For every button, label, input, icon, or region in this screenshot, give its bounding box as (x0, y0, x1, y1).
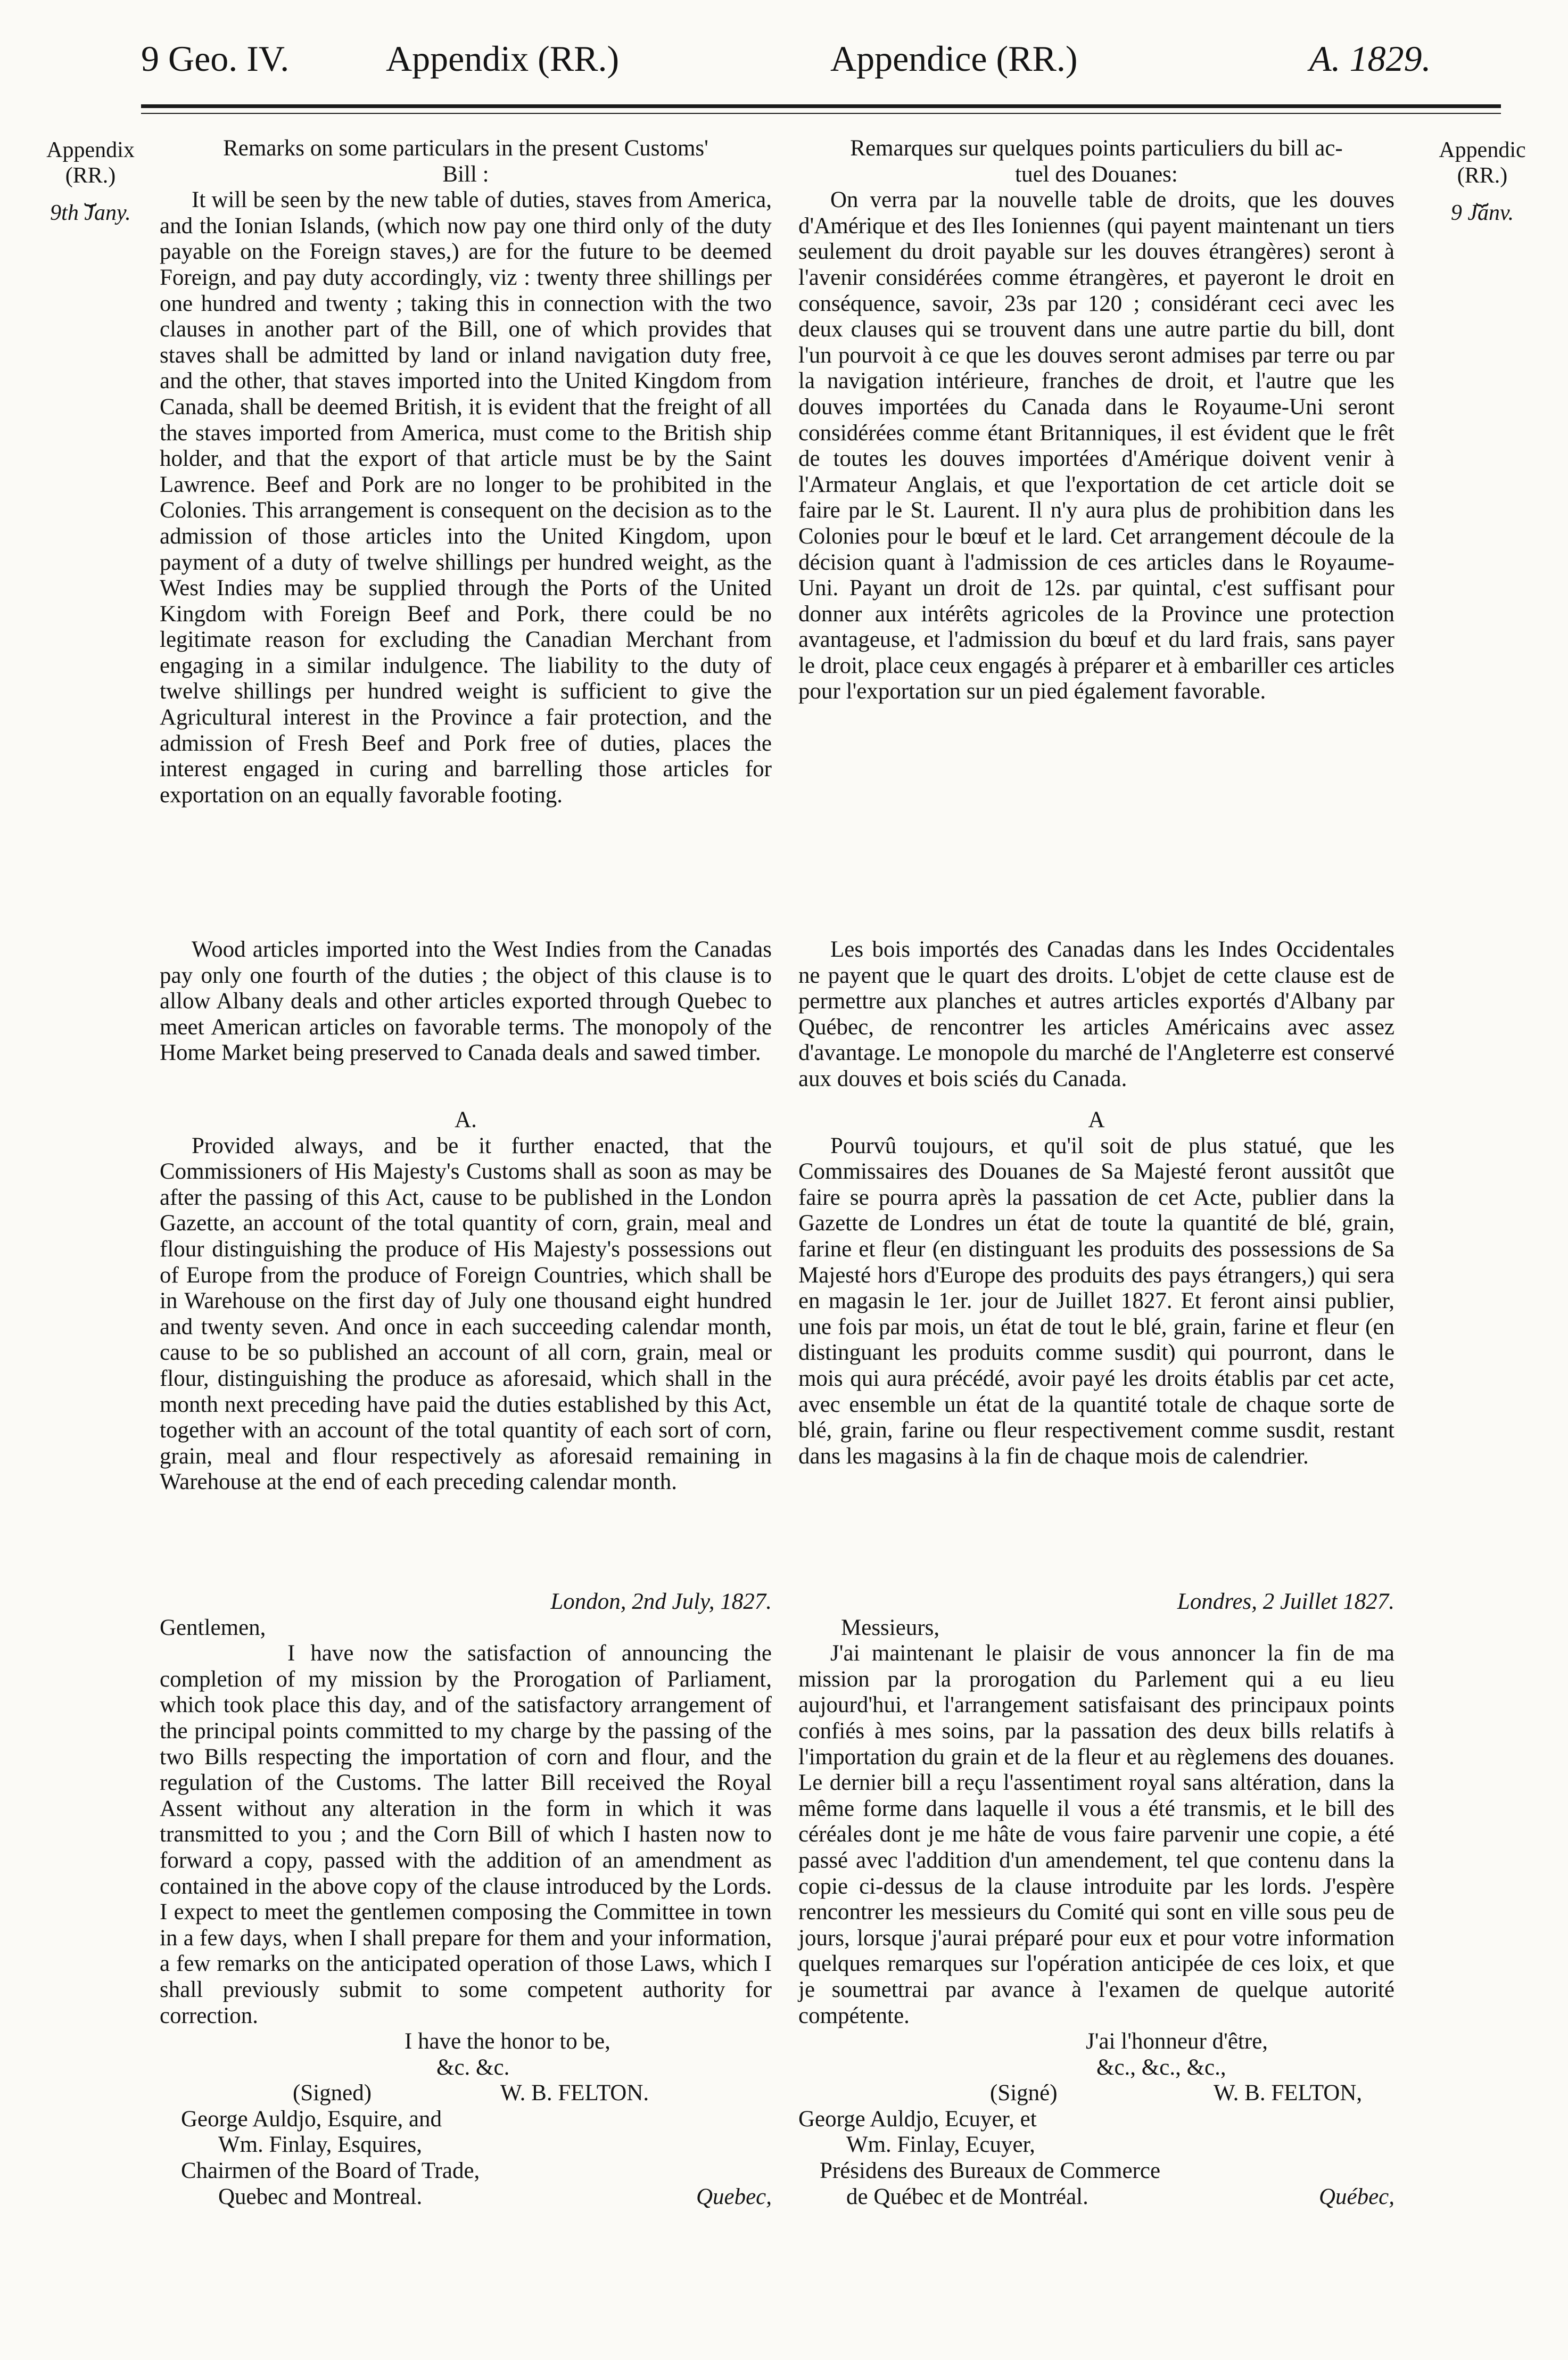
closing-fr: J'ai l'honneur d'être, (1086, 2029, 1268, 2054)
appendix-title-en: Appendix (RR.) (386, 38, 620, 79)
place-en: Quebec, (696, 2184, 772, 2209)
running-header-right (830, 29, 1431, 88)
margin-appendix-label: Appendix (46, 138, 135, 162)
paragraph-staves-fr: On verra par la nouvelle table de droits, que les douves d'Amérique et des Iles Ioniennes (qui payent maintenant un tiers seulement du droit payable sur les douves étrangères) seront à l'avenir considérées comme étrangères, et payeront le droit en conséquence, savoir, 23s par 120 ; considérant ceci avec les deux clauses qui se trouvent dans une autre partie du bill, dont l'un pourvoit à ce que les douves seront admises par terre ou par la navigation intérieure, franches de droit, et l'autre que les douves importées du Canada dans le Royaume-Uni seront considérées comme étant Britanniques, il est évident que le frêt de toutes les douves importées d'Amérique doivent venir à l'Armateur Anglais, et que l'exportation de cet article doit se faire par le St. Laurent. Il n'y aura plus de prohibition dans les Colonies pour le bœuf et le lard. Cet arrangement découle de la décision quant à l'admission de ces articles dans le Royaume-Uni. Payant un droit de 12s. par quintal, c'est suffisant pour donner aux intérêts agricoles de la Province une protection avantageuse, et l'admission du bœuf et du lard frais, sans payer le droit, place ceux engagés à préparer et à embariller ces articles pour l'exportation sur un pied également favorable. (798, 187, 1394, 704)
margin-appendice-label: Appendic (1439, 138, 1526, 162)
french-clause-a (798, 1107, 1394, 1469)
heading-en: Remarks on some particulars in the present Customs' (223, 136, 708, 161)
margin-date: 9 Janv. (1450, 201, 1514, 225)
brace-icon: ⏟ (84, 182, 97, 206)
dateline-en: London, 2nd July, 1827. (550, 1589, 772, 1614)
margin-note-right (1413, 137, 1552, 226)
english-letter (160, 1589, 772, 2210)
addressee-line1-fr: George Auldjo, Ecuyer, et (798, 2106, 1037, 2132)
margin-note-left (40, 137, 141, 226)
header-rule-thin (141, 113, 1501, 114)
etc-fr: &c., &c., &c., (1096, 2054, 1226, 2080)
place-fr: Québec, (1318, 2184, 1394, 2209)
addressee-line2-fr: Wm. Finlay, Ecuyer, (846, 2132, 1035, 2158)
etc-en: &c. &c. (436, 2054, 510, 2080)
salutation-fr: Messieurs, (841, 1615, 940, 1640)
french-letter (798, 1589, 1394, 2210)
margin-rr-label: (RR.) (65, 163, 116, 188)
dateline-fr: Londres, 2 Juillet 1827. (1177, 1589, 1394, 1614)
paragraph-wood-fr: Les bois importés des Canadas dans les Indes Occidentales ne payent que le quart des droits. L'objet de cette clause est de permettre aux planches et autres articles exportés d'Albany par Québec, de rencontrer les articles Américains avec assez d'avantage. Le monopole du marché de l'Angleterre est conservé aux douves et bois sciés du Canada. (798, 937, 1394, 1091)
english-clause-a (160, 1107, 772, 1495)
signature-fr: W. B. FELTON, (1214, 2081, 1363, 2106)
signed-label-en: (Signed) (293, 2081, 372, 2106)
paragraph-staves-en: It will be seen by the new table of duties, staves from America, and the Ionian Islands, (which now pay one third only of the duty payable on the Foreign staves,) are for the future to be deemed Foreign, and pay duty accordingly, viz : twenty three shillings per one hundred and twenty ; taking this in connection with the two clauses in another part of the Bill, one of which provides that staves shall be admitted by land or inland navigation duty free, and the other, that staves imported into the United Kingdom from Canada, shall be deemed British, it is evident that the freight of all the staves imported from America, must come to the British ship holder, and that the export of that article must be by the Saint Lawrence. Beef and Pork are no longer to be prohibited in the Colonies. This arrangement is consequent on the decision as to the admission of those articles into the United Kingdom, upon payment of a duty of twelve shillings per hundred weight, as the West Indies may be supplied through the Ports of the United Kingdom with Foreign Beef and Pork, there could be no legitimate reason for excluding the Canadian Merchant from engaging in a similar indulgence. The liability to the duty of twelve shillings per hundred weight is sufficient to give the Agricultural interest in the Province a fair protection, and the admission of Fresh Beef and Pork free of duties, places the interest engaged in curing and barrelling those articles for exportation on an equally favorable footing. (160, 187, 772, 808)
signature-en: W. B. FELTON. (500, 2081, 649, 2106)
salutation-en: Gentlemen, (160, 1615, 266, 1640)
paragraph-clause-fr: Pourvû toujours, et qu'il soit de plus statué, que les Commissaires des Douanes de Sa Majesté feront aussitôt que faire se pourra après la passation de cet Acte, publier dans la Gazette de Londres un état de toute la quantité de blé, grain, farine et fleur (en distinguant les produits des possessions de Sa Majesté hors d'Europe des produits des pays étrangers,) qui sera en magasin le 1er. jour de Juillet 1827. Et feront ainsi publier, une fois par mois, un état de tout le blé, grain, farine et fleur (en distinguant les produits comme susdit) qui pourront, dans le mois qui aura précédé, avoir payé les droits établis par cet acte, avec ensemble un état de la quantité totale de chaque sorte de blé, grain, farine ou fleur respectivement comme susdit, restant dans les magasins à la fin de chaque mois de calendrier. (798, 1133, 1394, 1469)
closing-en: I have the honor to be, (405, 2029, 610, 2054)
heading-fr-cont: tuel des Douanes: (1015, 161, 1178, 187)
english-wood-articles (160, 937, 772, 1066)
paragraph-clause-en: Provided always, and be it further enacted, that the Commissioners of His Majesty's Customs shall as soon as may be after the passing of this Act, cause to be published in the London Gazette, an account of the total quantity of corn, grain, meal and flour distinguishing the produce of His Majesty's possessions out of Europe from the produce of Foreign Countries, which shall be in Warehouse on the first day of July one thousand eight hundred and twenty seven. And once in each succeeding calendar month, cause to be so published an account of all corn, grain, meal or flour, distinguishing the produce as aforesaid, which shall in the month next preceding have paid the duties established by this Act, together with an account of the total quantity of each sort of corn, grain, meal and flour respectively as aforesaid remaining in Warehouse at the end of each preceding calendar month. (160, 1133, 772, 1495)
addressee-line1-en: George Auldjo, Esquire, and (181, 2106, 442, 2132)
appendix-title-fr: Appendice (RR.) (830, 38, 1078, 79)
signed-label-fr: (Signé) (990, 2081, 1058, 2106)
english-remarks (160, 136, 772, 808)
addressee-line3-en: Chairmen of the Board of Trade, (181, 2158, 480, 2184)
heading-fr: Remarques sur quelques points particuliers du bill ac- (850, 136, 1343, 161)
french-wood-articles (798, 937, 1394, 1092)
heading-en-cont: Bill : (442, 161, 489, 187)
paragraph-wood-en: Wood articles imported into the West Indies from the Canadas pay only one fourth of the duties ; the object of this clause is to allow Albany deals and other articles exported through Quebec to meet American articles on favorable terms. The monopoly of the Home Market being preserved to Canada deals and sawed timber. (160, 937, 772, 1066)
addressee-line4-en: Quebec and Montreal. (218, 2184, 423, 2209)
french-remarks (798, 136, 1394, 705)
section-letter-en: A. (455, 1107, 477, 1132)
margin-date: 9th Jany. (50, 201, 131, 225)
brace-icon: ⏟ (1476, 182, 1489, 206)
addressee-line2-en: Wm. Finlay, Esquires, (218, 2132, 422, 2158)
addressee-line3-fr: Présidens des Bureaux de Commerce (820, 2158, 1161, 2184)
letter-body-en: I have now the satisfaction of announcing the completion of my mission by the Prorogation of Parliament, which took place this day, and of the satisfactory arrangement of the principal points committed to my charge by the passing of the two Bills respecting the importation of corn and flour, and the regulation of the Customs. The latter Bill received the Royal Assent without any alteration in the form in which it was transmitted to you ; and the Corn Bill of which I hasten now to forward a copy, passed with the addition of an amendment as contained in the above copy of the clause introduced by the Lords. I expect to meet the gentlemen composing the Committee in town in a few days, when I shall prepare for them and your information, a few remarks on the anticipated operation of those Laws, which I shall previously submit to some competent authority for correction. (160, 1641, 772, 2028)
regnal-year: 9 Geo. IV. (141, 38, 290, 79)
header-rule (141, 104, 1501, 108)
letter-body-fr: J'ai maintenant le plaisir de vous annoncer la fin de ma mission par la prorogation du Parlement qui a eu lieu aujourd'hui, et l'arrangement satisfaisant des principaux points confiés à mes soins, par la passation des deux bills relatifs à l'importation du grain et de la fleur et au règlemens des douanes. Le dernier bill a reçu l'assentiment royal sans altération, dans la même forme dans laquelle il vous a été transmis, et le bill des céréales dont je me hâte de vous faire parvenir une copie, a été passé avec l'addition d'un amendement, tel que contenu dans la copie ci-dessus de la clause introduite par les lords. J'espère rencontrer les messieurs du Comité qui sont en ville sous peu de jours, lorsque j'aurai préparé pour eux et pour votre information quelques remarques sur l'opération anticipée de ces loix, et que je soumettrai par avance à l'examen de quelque autorité compétente. (798, 1641, 1394, 2028)
section-letter-fr: A (1088, 1107, 1105, 1132)
year-label: A. 1829. (1309, 38, 1431, 79)
addressee-line4-fr: de Québec et de Montréal. (846, 2184, 1088, 2209)
margin-rr-label: (RR.) (1457, 163, 1508, 188)
running-header-left (141, 29, 769, 88)
